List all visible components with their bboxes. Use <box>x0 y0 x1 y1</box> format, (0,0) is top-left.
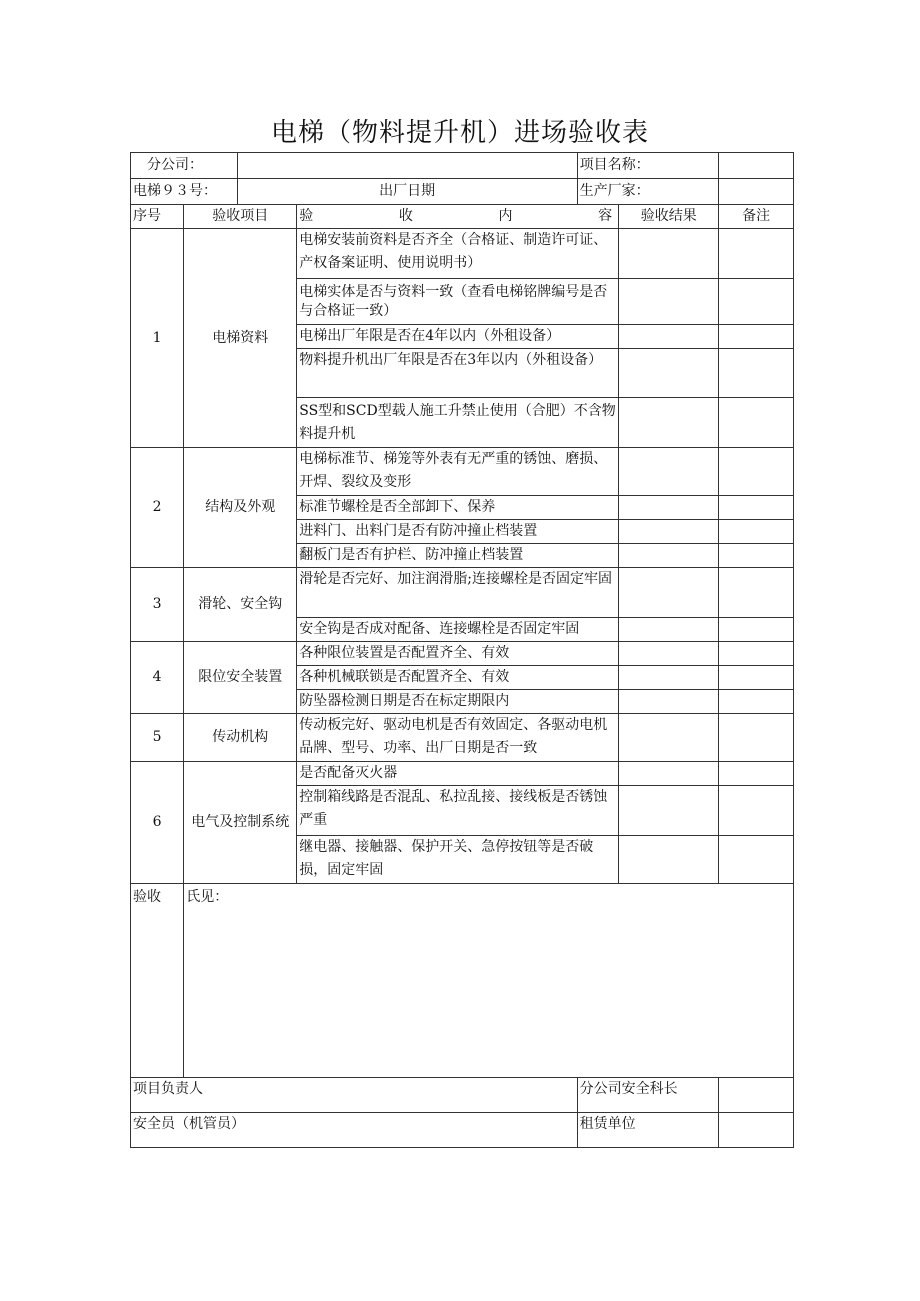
col-remark-header: 备注 <box>719 205 794 229</box>
group-seq: 5 <box>131 714 184 762</box>
remark-cell[interactable] <box>719 786 794 836</box>
group-item: 结构及外观 <box>184 448 297 568</box>
remark-cell[interactable] <box>719 229 794 279</box>
group-item: 限位安全装置 <box>184 642 297 714</box>
result-cell[interactable] <box>619 520 719 544</box>
check-content: 电梯实体是否与资料一致（查看电梯铭牌编号是否与合格证一致） <box>297 279 619 325</box>
group-seq: 2 <box>131 448 184 568</box>
check-content: 是否配备灭火器 <box>297 762 619 786</box>
result-cell[interactable] <box>619 496 719 520</box>
signature-row-2 <box>131 1113 794 1148</box>
remark-cell[interactable] <box>719 762 794 786</box>
check-content: 进料门、出料门是否有防冲撞止档装置 <box>297 520 619 544</box>
result-cell[interactable] <box>619 762 719 786</box>
manufacturer-label: 生产厂家： <box>577 179 719 205</box>
result-cell[interactable] <box>619 279 719 325</box>
group-seq: 4 <box>131 642 184 714</box>
result-cell[interactable] <box>619 836 719 884</box>
header-row-2 <box>131 179 794 205</box>
remark-cell[interactable] <box>719 279 794 325</box>
remark-cell[interactable] <box>719 398 794 448</box>
col-seq-header: 序号 <box>131 205 184 229</box>
elevator-number-label: 电梯９３号： <box>131 179 238 205</box>
form-title: 电梯（物料提升机）进场验收表 <box>270 118 649 148</box>
check-content: 各种限位装置是否配置齐全、有效 <box>297 642 619 666</box>
result-cell[interactable] <box>619 714 719 762</box>
branch-safety-chief-signature[interactable] <box>719 1078 794 1113</box>
col-result-header: 验收结果 <box>619 205 719 229</box>
check-content: 控制箱线路是否混乱、私拉乱接、接线板是否锈蚀严重 <box>297 786 619 836</box>
header-row-1 <box>131 153 794 179</box>
result-cell[interactable] <box>619 568 719 618</box>
table-row <box>131 229 794 279</box>
remark-cell[interactable] <box>719 448 794 496</box>
check-content: 安全钩是否成对配备、连接螺栓是否固定牢固 <box>297 618 619 642</box>
remark-cell[interactable] <box>719 568 794 618</box>
table-row <box>131 762 794 786</box>
branch-label: 分公司： <box>131 153 238 179</box>
remark-cell[interactable] <box>719 496 794 520</box>
check-content: 电梯出厂年限是否在4年以内（外租设备） <box>297 325 619 349</box>
safety-officer-label: 安全员（机管员） <box>131 1113 578 1148</box>
check-content: 防坠器检测日期是否在标定期限内 <box>297 690 619 714</box>
check-content: 电梯安装前资料是否齐全（合格证、制造许可证、产权备案证明、使用说明书） <box>297 229 619 279</box>
project-name-value-cell[interactable] <box>719 153 794 179</box>
col-content-header <box>297 205 619 229</box>
result-cell[interactable] <box>619 618 719 642</box>
table-row <box>131 714 794 762</box>
table-row <box>131 642 794 666</box>
remark-cell[interactable] <box>719 690 794 714</box>
remark-cell[interactable] <box>719 520 794 544</box>
group-item: 传动机构 <box>184 714 297 762</box>
leasing-unit-label: 租赁单位 <box>577 1113 719 1148</box>
remark-cell[interactable] <box>719 618 794 642</box>
result-cell[interactable] <box>619 448 719 496</box>
check-content: 传动板完好、驱动电机是否有效固定、各驱动电机品牌、型号、功率、出厂日期是否一致 <box>297 714 619 762</box>
group-seq: 6 <box>131 762 184 884</box>
check-content: 物料提升机出厂年限是否在3年以内（外租设备） <box>297 349 619 398</box>
group-seq: 3 <box>131 568 184 642</box>
remark-cell[interactable] <box>719 349 794 398</box>
opinion-field[interactable]: 氏见： <box>184 884 794 1078</box>
check-content: 各种机械联锁是否配置齐全、有效 <box>297 666 619 690</box>
project-manager-label: 项目负责人 <box>131 1078 578 1113</box>
remark-cell[interactable] <box>719 325 794 349</box>
group-seq: 1 <box>131 229 184 448</box>
check-content: 继电器、接触器、保护开关、急停按钮等是否破损，固定牢固 <box>297 836 619 884</box>
group-item: 电梯资料 <box>184 229 297 448</box>
result-cell[interactable] <box>619 642 719 666</box>
result-cell[interactable] <box>619 786 719 836</box>
result-cell[interactable] <box>619 544 719 568</box>
opinion-label: 验收 <box>131 884 184 1078</box>
acceptance-form-table <box>130 152 794 1148</box>
factory-date-label: 出厂日期 <box>237 179 577 205</box>
result-cell[interactable] <box>619 325 719 349</box>
opinion-row <box>131 884 794 1078</box>
result-cell[interactable] <box>619 690 719 714</box>
branch-value-cell[interactable] <box>237 153 577 179</box>
content-header-char: 容 <box>598 208 613 224</box>
project-name-label: 项目名称： <box>577 153 719 179</box>
column-header-row <box>131 205 794 229</box>
result-cell[interactable] <box>619 398 719 448</box>
signature-row-1 <box>131 1078 794 1113</box>
branch-safety-chief-label: 分公司安全科长 <box>577 1078 719 1113</box>
result-cell[interactable] <box>619 229 719 279</box>
table-row <box>131 568 794 618</box>
remark-cell[interactable] <box>719 666 794 690</box>
check-content: SS型和SCD型载人施工升禁止使用（合肥）不含物料提升机 <box>297 398 619 448</box>
table-row <box>131 448 794 496</box>
group-item: 滑轮、安全钩 <box>184 568 297 642</box>
manufacturer-value-cell[interactable] <box>719 179 794 205</box>
check-content: 翻板门是否有护栏、防冲撞止档装置 <box>297 544 619 568</box>
remark-cell[interactable] <box>719 836 794 884</box>
result-cell[interactable] <box>619 349 719 398</box>
content-header-char: 内 <box>498 208 513 224</box>
content-header-char: 验 <box>299 208 314 224</box>
group-item: 电气及控制系统 <box>184 762 297 884</box>
check-content: 标准节螺栓是否全部卸下、保养 <box>297 496 619 520</box>
remark-cell[interactable] <box>719 642 794 666</box>
remark-cell[interactable] <box>719 714 794 762</box>
col-item-header: 验收项目 <box>184 205 297 229</box>
leasing-unit-signature[interactable] <box>719 1113 794 1148</box>
content-header-char: 收 <box>398 208 413 224</box>
check-content: 滑轮是否完好、加注润滑脂;连接螺栓是否固定牢固 <box>297 568 619 618</box>
remark-cell[interactable] <box>719 544 794 568</box>
check-content: 电梯标准节、梯笼等外表有无严重的锈蚀、磨损、开焊、裂纹及变形 <box>297 448 619 496</box>
result-cell[interactable] <box>619 666 719 690</box>
